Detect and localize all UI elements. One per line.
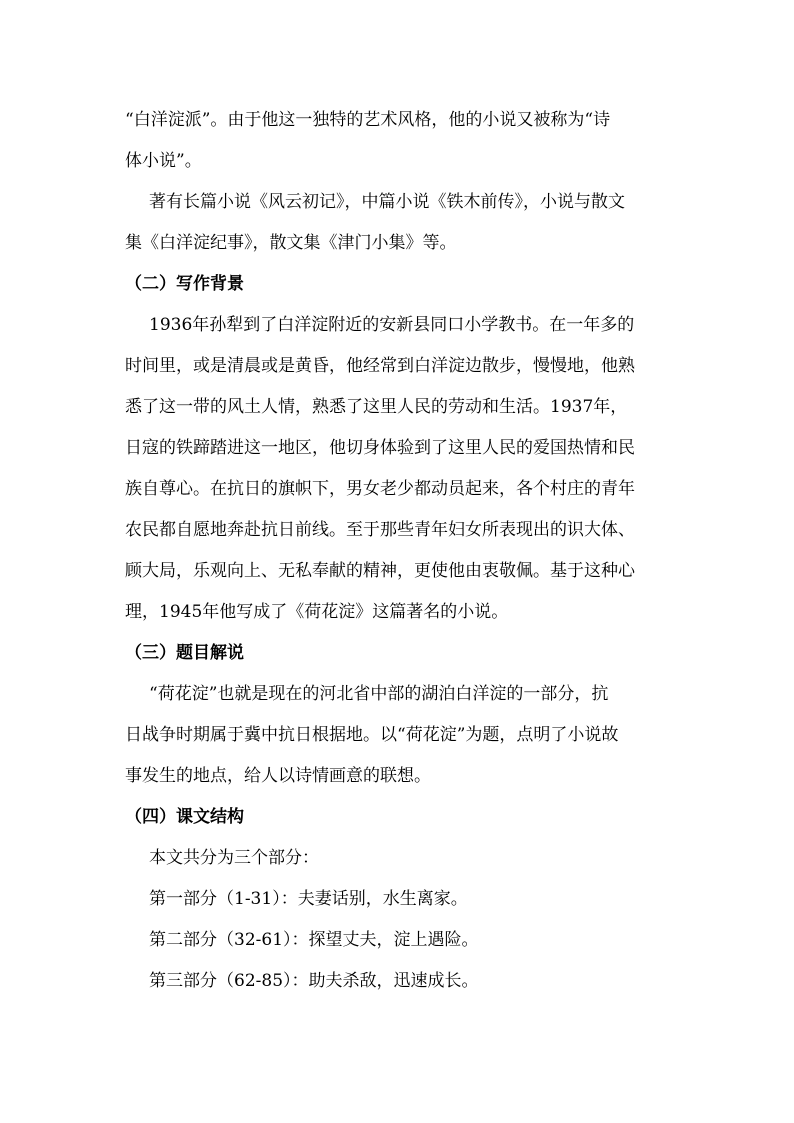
paragraph-1-line-2: 体小说”。 xyxy=(125,151,202,171)
paragraph-3-line-6: 农民都自愿地奔赴抗日前线。至于那些青年妇女所表现出的识大体、 xyxy=(125,520,635,540)
structure-part-1: 第一部分（1-31）：夫妻话别，水生离家。 xyxy=(149,889,468,909)
paragraph-3-line-2: 时间里，或是清晨或是黄昏，他经常到白洋淀边散步，慢慢地，他熟 xyxy=(125,356,635,376)
paragraph-1-line-1: “白洋淀派”。由于他这一独特的艺术风格，他的小说又被称为“诗 xyxy=(125,110,611,130)
paragraph-3-line-7: 顾大局，乐观向上、无私奉献的精神，更使他由衷敬佩。基于这种心 xyxy=(125,561,635,581)
paragraph-3-line-4: 日寇的铁蹄踏进这一地区，他切身体验到了这里人民的爱国热情和民 xyxy=(125,438,635,458)
structure-part-3: 第三部分（62-85）：助夫杀敌，迅速成长。 xyxy=(149,971,479,991)
paragraph-4-line-3: 事发生的地点，给人以诗情画意的联想。 xyxy=(125,766,431,786)
structure-part-2: 第二部分（32-61）：探望丈夫，淀上遇险。 xyxy=(149,930,479,950)
section-heading-writing-background: （二）写作背景 xyxy=(125,274,244,294)
structure-intro: 本文共分为三个部分： xyxy=(149,848,319,868)
paragraph-3-line-1: 1936年孙犁到了白洋淀附近的安新县同口小学教书。在一年多的 xyxy=(149,315,635,335)
paragraph-3-line-8: 理，1945年他写成了《荷花淀》这篇著名的小说。 xyxy=(125,602,509,622)
section-heading-title-explanation: （三）题目解说 xyxy=(125,643,244,663)
paragraph-3-line-3: 悉了这一带的风土人情，熟悉了这里人民的劳动和生活。1937年， xyxy=(125,397,628,417)
paragraph-4-line-1: “荷花淀”也就是现在的河北省中部的湖泊白洋淀的一部分，抗 xyxy=(149,684,609,704)
paragraph-4-line-2: 日战争时期属于冀中抗日根据地。以“荷花淀”为题，点明了小说故 xyxy=(125,725,619,745)
paragraph-3-line-5: 族自尊心。在抗日的旗帜下，男女老少都动员起来，各个村庄的青年 xyxy=(125,479,635,499)
paragraph-2-line-1: 著有长篇小说《风云初记》，中篇小说《铁木前传》，小说与散文 xyxy=(149,192,625,212)
paragraph-2-line-2: 集《白洋淀纪事》，散文集《津门小集》等。 xyxy=(125,233,457,253)
section-heading-text-structure: （四）课文结构 xyxy=(125,807,244,827)
